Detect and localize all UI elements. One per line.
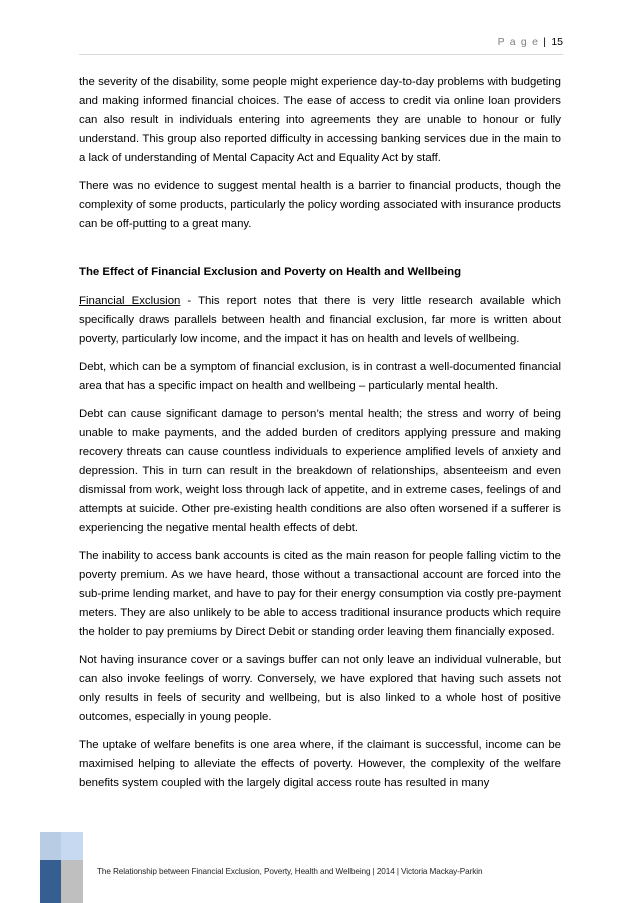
paragraph: There was no evidence to suggest mental health is a barrier to financial products, though the complexity of some products, particularly the policy wording associated with insurance products can be off-putting to a great many. xyxy=(79,180,561,230)
paragraph: Debt can cause significant damage to person’s mental health; the stress and worry of being unable to make payments, and the added burden of creditors applying pressure and making recovery threats can cause countless individuals to experience amplified levels of anxiety and depression. This in turn can result in the breakdown of relationships, absenteeism and even dismissal from work, weight loss through lack of appetite, and in extreme cases, feelings of and attempts at suicide. Other pre-existing health conditions are also often worsened if a sufferer is experiencing the negative mental health effects of debt. xyxy=(79,408,561,534)
footer-decoration-block xyxy=(40,832,61,860)
paragraph: The uptake of welfare benefits is one area where, if the claimant is successful, income can be maximised helping to alleviate the effects of poverty. However, the complexity of the welfare benefits system coupled with the largely digital access route has resulted in many xyxy=(79,739,561,789)
footer-decoration-block xyxy=(61,832,83,860)
paragraph-text: - This report notes that there is very little research available which specifically draws parallels between health and financial exclusion, far more is written about poverty, particularly low income, and the impact it has on health and levels of wellbeing. xyxy=(79,295,561,345)
underlined-term: Financial Exclusion xyxy=(79,295,181,307)
page-number-header xyxy=(498,36,563,48)
section-heading: The Effect of Financial Exclusion and Poverty on Health and Wellbeing xyxy=(79,266,462,278)
paragraph xyxy=(79,292,561,349)
footer-decoration-block xyxy=(61,860,83,903)
paragraph: Not having insurance cover or a savings buffer can not only leave an individual vulnerable, but can also invoke feelings of worry. Conversely, we have explored that having such assets not only results in feels of security and wellbeing, but is also linked to a whole host of positive outcomes, especially in young people. xyxy=(79,654,561,723)
page-number: 15 xyxy=(551,36,563,48)
page-separator: | xyxy=(543,36,548,48)
paragraph: The inability to access bank accounts is cited as the main reason for people falling victim to the poverty premium. As we have heard, those without a transactional account are forced into the sub-prime lending market, and have to pay for their energy consumption via costly pre-payment meters. They are also unlikely to be able to access traditional insurance products which require the holder to pay premiums by Direct Debit or standing order leaving them financially exposed. xyxy=(79,550,561,638)
paragraph: Debt, which can be a symptom of financial exclusion, is in contrast a well-documented financial area that has a specific impact on health and wellbeing – particularly mental health. xyxy=(79,361,561,392)
footer-decoration-block xyxy=(40,860,61,903)
footer-text: The Relationship between Financial Exclusion, Poverty, Health and Wellbeing | 2014 | Victoria Mackay-Parkin xyxy=(97,867,483,876)
document-body xyxy=(79,73,561,802)
page-label: P a g e xyxy=(497,36,540,48)
paragraph: the severity of the disability, some people might experience day-to-day problems with budgeting and making informed financial choices. The ease of access to credit via online loan providers can also result in individuals entering into agreements they are unable to honour or fully understand. This group also reported difficulty in accessing banking services due in the main to a lack of understanding of Mental Capacity Act and Equality Act by staff. xyxy=(79,76,561,164)
header-rule xyxy=(79,54,563,55)
